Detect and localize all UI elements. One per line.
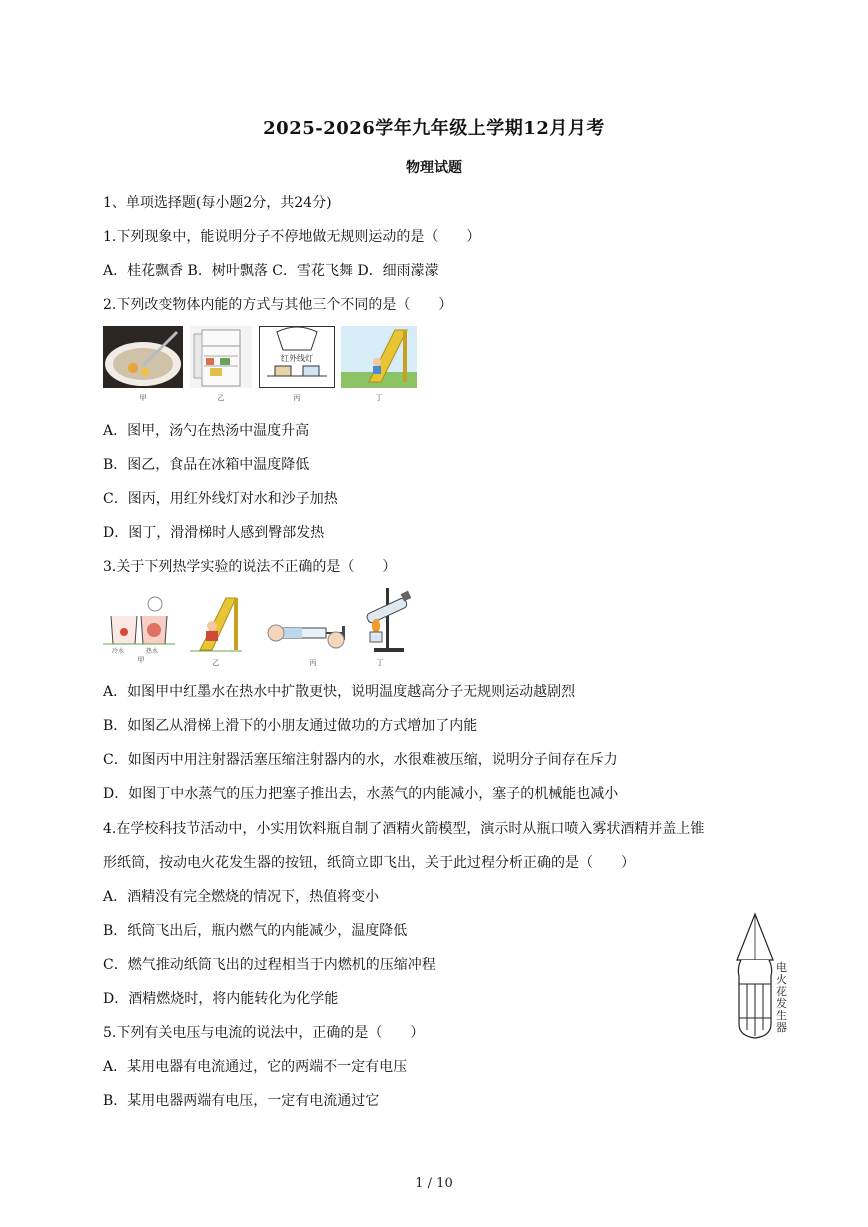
question-2-stem: 2.下列改变物体内能的方式与其他三个不同的是（ ） xyxy=(103,297,453,313)
q3-caption-bing: 丙 xyxy=(309,659,317,667)
question-2-option-c: C．图丙，用红外线灯对水和沙子加热 xyxy=(103,491,338,507)
q3-caption-jia: 甲 xyxy=(137,656,145,664)
page-title: 2025-2026学年九年级上学期12月月考 xyxy=(263,118,605,139)
question-1-options: A．桂花飘香 B．树叶飘落 C．雪花飞舞 D．细雨濛濛 xyxy=(103,263,439,279)
rocket-bottle-figure xyxy=(733,912,777,1042)
question-2-option-b: B．图乙，食品在冰箱中温度降低 xyxy=(103,457,310,473)
question-4-option-d: D．酒精燃烧时，将内能转化为化学能 xyxy=(103,991,339,1007)
q2-caption-ding: 丁 xyxy=(375,394,383,402)
question-4-option-b: B．纸筒飞出后，瓶内燃气的内能减少，温度降低 xyxy=(103,923,408,939)
q2-caption-jia: 甲 xyxy=(139,394,147,402)
beaker-label-hot: 热水 xyxy=(145,648,158,655)
beakers-figure xyxy=(103,594,175,648)
test-tube-figure xyxy=(356,586,416,654)
question-5-option-a: A．某用电器有电流通过，它的两端不一定有电压 xyxy=(103,1059,408,1075)
question-4-stem-line1: 4.在学校科技节活动中，小实用饮料瓶自制了酒精火箭模型，演示时从瓶口喷入雾状酒精并盖上锥 xyxy=(103,821,705,837)
spark-generator-label: 电火花发生器 xyxy=(776,961,787,1034)
slide-child-figure xyxy=(190,596,242,654)
page-number: 1 / 10 xyxy=(415,1176,453,1191)
syringe-figure xyxy=(266,616,350,650)
fridge-figure xyxy=(190,326,252,388)
question-4-option-c: C．燃气推动纸筒飞出的过程相当于内燃机的压缩冲程 xyxy=(103,957,436,973)
q2-caption-bing: 丙 xyxy=(293,394,301,402)
question-4-option-a: A．酒精没有完全燃烧的情况下，热值将变小 xyxy=(103,889,380,905)
question-2-option-d: D．图丁，滑滑梯时人感到臀部发热 xyxy=(103,525,325,541)
question-5-option-b: B．某用电器两端有电压，一定有电流通过它 xyxy=(103,1093,380,1109)
beaker-label-cold: 冷水 xyxy=(111,648,124,655)
question-3-option-d: D．如图丁中水蒸气的压力把塞子推出去，水蒸气的内能减小，塞子的机械能也减小 xyxy=(103,786,619,802)
soup-spoon-figure xyxy=(103,326,183,388)
q3-caption-yi: 乙 xyxy=(212,659,220,667)
question-3-stem: 3.关于下列热学实验的说法不正确的是（ ） xyxy=(103,559,397,575)
slide-figure xyxy=(341,326,417,388)
page-subtitle: 物理试题 xyxy=(406,160,462,176)
question-3-option-c: C．如图丙中用注射器活塞压缩注射器内的水，水很难被压缩，说明分子间存在斥力 xyxy=(103,752,618,768)
section-heading: 1、单项选择题(每小题2分，共24分) xyxy=(103,195,332,211)
question-5-stem: 5.下列有关电压与电流的说法中，正确的是（ ） xyxy=(103,1025,425,1041)
infrared-lamp-label: 红外线灯 xyxy=(281,354,313,363)
question-1-stem: 1.下列现象中，能说明分子不停地做无规则运动的是（ ） xyxy=(103,229,481,245)
question-3-option-a: A．如图甲中红墨水在热水中扩散更快，说明温度越高分子无规则运动越剧烈 xyxy=(103,684,576,700)
question-2-option-a: A．图甲，汤勺在热汤中温度升高 xyxy=(103,423,310,439)
question-4-stem-line2: 形纸筒，按动电火花发生器的按钮，纸筒立即飞出，关于此过程分析正确的是（ ） xyxy=(103,855,635,871)
question-3-option-b: B．如图乙从滑梯上滑下的小朋友通过做功的方式增加了内能 xyxy=(103,718,478,734)
q3-caption-ding: 丁 xyxy=(376,659,384,667)
q2-caption-yi: 乙 xyxy=(217,394,225,402)
